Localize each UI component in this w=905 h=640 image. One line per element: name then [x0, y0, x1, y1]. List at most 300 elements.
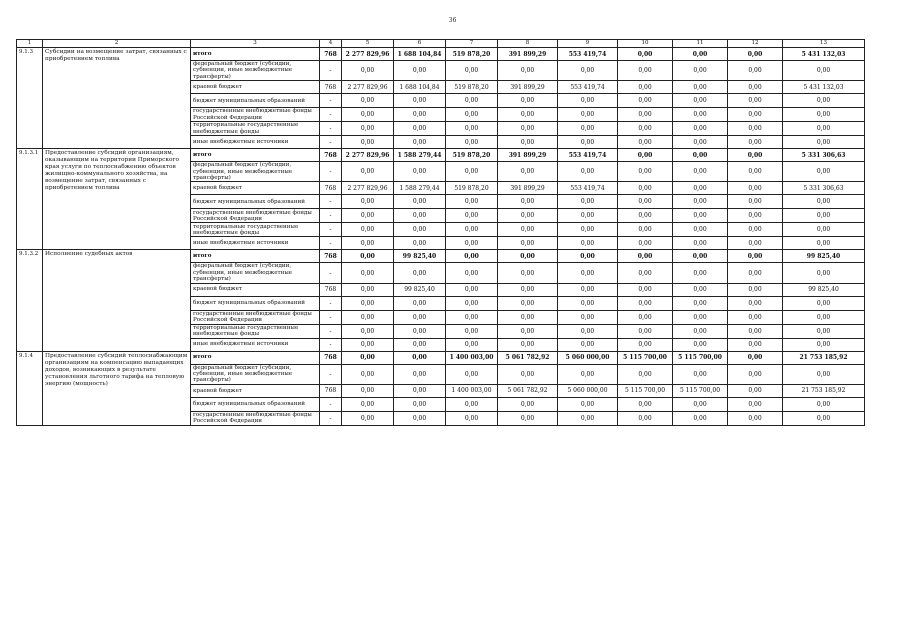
year-value: 0,00 [618, 411, 673, 425]
year-value: 0,00 [498, 209, 558, 223]
year-value: 0,00 [673, 48, 728, 61]
year-value: 0,00 [558, 209, 618, 223]
year-value: 0,00 [394, 195, 446, 209]
year-value: 0,00 [446, 263, 498, 283]
year-value: 0,00 [728, 411, 783, 425]
year-value: 0,00 [618, 48, 673, 61]
year-value: 519 878,20 [446, 149, 498, 162]
total-value: 21 753 185,92 [783, 384, 865, 397]
year-value: 519 878,20 [446, 48, 498, 61]
total-value: 0,00 [783, 195, 865, 209]
year-value: 519 878,20 [446, 81, 498, 94]
grbs-code: - [320, 411, 342, 425]
grbs-code: - [320, 108, 342, 122]
grbs-code: - [320, 310, 342, 324]
funding-source: территориальные государственные внебюджетные фонды [191, 122, 320, 136]
year-value: 0,00 [446, 324, 498, 338]
column-number: 11 [673, 40, 728, 48]
total-value: 0,00 [783, 310, 865, 324]
year-value: 0,00 [728, 162, 783, 182]
year-value: 0,00 [446, 338, 498, 351]
funding-source: федеральный бюджет (субсидии, субвенции, иные межбюджетные трансферты) [191, 263, 320, 283]
year-value: 0,00 [342, 283, 394, 296]
total-value: 0,00 [783, 162, 865, 182]
funding-source: бюджет муниципальных образований [191, 296, 320, 310]
funding-source: федеральный бюджет (субсидии, субвенции, иные межбюджетные трансферты) [191, 364, 320, 384]
year-value: 0,00 [558, 61, 618, 81]
table-row [17, 149, 865, 162]
year-value: 0,00 [673, 162, 728, 182]
year-value: 0,00 [673, 223, 728, 237]
year-value: 2 277 829,96 [342, 48, 394, 61]
grbs-code: 768 [320, 81, 342, 94]
year-value: 0,00 [618, 283, 673, 296]
year-value: 0,00 [728, 283, 783, 296]
year-value: 0,00 [446, 209, 498, 223]
section-name: Предоставление субсидий организациям, оказывающим на территории Приморского края услуги по теплоснабжению объектов жилищно-коммунального хозяйства, на возмещение затрат, связанных с приобретением топлива [43, 149, 191, 250]
year-value: 0,00 [673, 250, 728, 263]
year-value: 0,00 [728, 108, 783, 122]
funding-source: итого [191, 351, 320, 364]
year-value: 0,00 [342, 384, 394, 397]
year-value: 0,00 [498, 324, 558, 338]
year-value: 0,00 [394, 397, 446, 411]
year-value: 0,00 [558, 397, 618, 411]
year-value: 5 060 000,00 [558, 384, 618, 397]
funding-source: бюджет муниципальных образований [191, 195, 320, 209]
year-value: 0,00 [558, 324, 618, 338]
year-value: 0,00 [728, 397, 783, 411]
column-number: 7 [446, 40, 498, 48]
total-value: 0,00 [783, 263, 865, 283]
grbs-code: - [320, 338, 342, 351]
year-value: 0,00 [673, 108, 728, 122]
grbs-code: - [320, 209, 342, 223]
section-name: Исполнение судебных актов [43, 250, 191, 351]
year-value: 0,00 [728, 338, 783, 351]
year-value: 0,00 [728, 48, 783, 61]
grbs-code: 768 [320, 283, 342, 296]
year-value: 553 419,74 [558, 149, 618, 162]
grbs-code: - [320, 122, 342, 136]
year-value: 2 277 829,96 [342, 182, 394, 195]
funding-source: бюджет муниципальных образований [191, 397, 320, 411]
year-value: 0,00 [728, 136, 783, 149]
year-value: 0,00 [342, 223, 394, 237]
total-value: 0,00 [783, 397, 865, 411]
year-value: 0,00 [558, 136, 618, 149]
total-value: 0,00 [783, 237, 865, 250]
column-number: 1 [17, 40, 43, 48]
year-value: 0,00 [446, 237, 498, 250]
year-value: 0,00 [342, 108, 394, 122]
year-value: 0,00 [673, 122, 728, 136]
funding-source: государственные внебюджетные фонды Российской Федерации [191, 209, 320, 223]
grbs-code: - [320, 263, 342, 283]
year-value: 0,00 [342, 237, 394, 250]
year-value: 0,00 [728, 384, 783, 397]
total-value: 5 331 306,63 [783, 182, 865, 195]
total-value: 99 825,40 [783, 283, 865, 296]
grbs-code: 768 [320, 149, 342, 162]
funding-source: итого [191, 48, 320, 61]
year-value: 0,00 [498, 195, 558, 209]
year-value: 2 277 829,96 [342, 81, 394, 94]
page-number: 36 [448, 17, 457, 24]
total-value: 0,00 [783, 223, 865, 237]
year-value: 0,00 [394, 324, 446, 338]
column-number: 5 [342, 40, 394, 48]
year-value: 391 899,29 [498, 182, 558, 195]
total-value: 99 825,40 [783, 250, 865, 263]
year-value: 0,00 [728, 149, 783, 162]
year-value: 0,00 [394, 411, 446, 425]
year-value: 0,00 [446, 283, 498, 296]
total-value: 0,00 [783, 411, 865, 425]
year-value: 0,00 [728, 223, 783, 237]
funding-source: краевой бюджет [191, 283, 320, 296]
grbs-code: 768 [320, 250, 342, 263]
total-value: 5 331 306,63 [783, 149, 865, 162]
funding-source: территориальные государственные внебюджетные фонды [191, 324, 320, 338]
grbs-code: - [320, 364, 342, 384]
year-value: 5 060 000,00 [558, 351, 618, 364]
year-value: 0,00 [728, 94, 783, 108]
year-value: 0,00 [673, 94, 728, 108]
year-value: 0,00 [673, 182, 728, 195]
year-value: 0,00 [342, 122, 394, 136]
year-value: 1 688 104,84 [394, 81, 446, 94]
year-value: 0,00 [446, 61, 498, 81]
table-row [17, 48, 865, 61]
year-value: 0,00 [498, 162, 558, 182]
table-row [17, 250, 865, 263]
grbs-code: 768 [320, 384, 342, 397]
year-value: 5 115 700,00 [618, 384, 673, 397]
year-value: 0,00 [618, 149, 673, 162]
year-value: 0,00 [558, 223, 618, 237]
year-value: 0,00 [558, 296, 618, 310]
year-value: 0,00 [558, 122, 618, 136]
year-value: 0,00 [446, 310, 498, 324]
column-number-row [17, 40, 865, 48]
grbs-code: - [320, 237, 342, 250]
table-row [17, 351, 865, 364]
column-number: 13 [783, 40, 865, 48]
year-value: 0,00 [446, 94, 498, 108]
year-value: 0,00 [618, 296, 673, 310]
grbs-code: - [320, 397, 342, 411]
funding-source: государственные внебюджетные фонды Российской Федерации [191, 411, 320, 425]
grbs-code: - [320, 162, 342, 182]
grbs-code: - [320, 223, 342, 237]
year-value: 0,00 [498, 250, 558, 263]
year-value: 0,00 [342, 296, 394, 310]
year-value: 0,00 [618, 263, 673, 283]
total-value: 0,00 [783, 61, 865, 81]
year-value: 0,00 [498, 338, 558, 351]
section-name: Предоставление субсидий теплоснабжающим организациям на компенсацию выпадающих доходов, возникающих в результате установления льготного тарифа на тепловую энергию (мощность) [43, 351, 191, 425]
funding-source: краевой бюджет [191, 81, 320, 94]
year-value: 0,00 [498, 397, 558, 411]
year-value: 0,00 [618, 250, 673, 263]
column-number: 9 [558, 40, 618, 48]
year-value: 0,00 [342, 324, 394, 338]
year-value: 0,00 [394, 223, 446, 237]
grbs-code: - [320, 296, 342, 310]
year-value: 0,00 [673, 149, 728, 162]
year-value: 0,00 [618, 364, 673, 384]
year-value: 0,00 [618, 108, 673, 122]
year-value: 0,00 [394, 209, 446, 223]
year-value: 0,00 [618, 310, 673, 324]
year-value: 0,00 [394, 237, 446, 250]
total-value: 0,00 [783, 209, 865, 223]
year-value: 0,00 [498, 108, 558, 122]
budget-table [16, 39, 865, 426]
year-value: 0,00 [342, 397, 394, 411]
year-value: 0,00 [342, 162, 394, 182]
year-value: 391 899,29 [498, 48, 558, 61]
year-value: 0,00 [558, 237, 618, 250]
year-value: 0,00 [342, 61, 394, 81]
year-value: 0,00 [618, 237, 673, 250]
year-value: 0,00 [498, 310, 558, 324]
year-value: 0,00 [498, 61, 558, 81]
year-value: 1 400 003,00 [446, 351, 498, 364]
year-value: 0,00 [558, 108, 618, 122]
year-value: 5 115 700,00 [673, 384, 728, 397]
year-value: 0,00 [618, 122, 673, 136]
year-value: 0,00 [618, 61, 673, 81]
year-value: 0,00 [673, 263, 728, 283]
total-value: 0,00 [783, 364, 865, 384]
total-value: 0,00 [783, 324, 865, 338]
year-value: 0,00 [673, 136, 728, 149]
year-value: 0,00 [728, 237, 783, 250]
year-value: 0,00 [558, 310, 618, 324]
year-value: 0,00 [498, 411, 558, 425]
total-value: 0,00 [783, 94, 865, 108]
grbs-code: - [320, 94, 342, 108]
year-value: 0,00 [673, 283, 728, 296]
grbs-code: - [320, 324, 342, 338]
year-value: 0,00 [394, 136, 446, 149]
column-number: 10 [618, 40, 673, 48]
year-value: 0,00 [728, 182, 783, 195]
funding-source: краевой бюджет [191, 384, 320, 397]
year-value: 0,00 [728, 81, 783, 94]
year-value: 0,00 [618, 209, 673, 223]
funding-source: иные внебюджетные источники [191, 338, 320, 351]
year-value: 0,00 [498, 237, 558, 250]
column-number: 8 [498, 40, 558, 48]
year-value: 0,00 [728, 310, 783, 324]
year-value: 0,00 [394, 338, 446, 351]
year-value: 0,00 [342, 195, 394, 209]
year-value: 0,00 [446, 296, 498, 310]
total-value: 0,00 [783, 296, 865, 310]
total-value: 0,00 [783, 122, 865, 136]
year-value: 0,00 [618, 136, 673, 149]
year-value: 0,00 [394, 296, 446, 310]
funding-source: территориальные государственные внебюджетные фонды [191, 223, 320, 237]
year-value: 0,00 [728, 351, 783, 364]
year-value: 0,00 [498, 122, 558, 136]
year-value: 0,00 [618, 94, 673, 108]
year-value: 0,00 [394, 108, 446, 122]
year-value: 519 878,20 [446, 182, 498, 195]
year-value: 1 588 279,44 [394, 182, 446, 195]
year-value: 0,00 [618, 81, 673, 94]
year-value: 0,00 [342, 209, 394, 223]
column-number: 2 [43, 40, 191, 48]
year-value: 0,00 [446, 397, 498, 411]
section-code: 9.1.4 [17, 351, 43, 425]
year-value: 0,00 [558, 94, 618, 108]
year-value: 0,00 [728, 209, 783, 223]
year-value: 0,00 [498, 94, 558, 108]
year-value: 0,00 [673, 296, 728, 310]
year-value: 2 277 829,96 [342, 149, 394, 162]
year-value: 0,00 [342, 338, 394, 351]
year-value: 0,00 [558, 263, 618, 283]
funding-source: итого [191, 250, 320, 263]
year-value: 0,00 [342, 310, 394, 324]
year-value: 0,00 [728, 364, 783, 384]
year-value: 0,00 [558, 283, 618, 296]
year-value: 0,00 [728, 122, 783, 136]
year-value: 0,00 [342, 136, 394, 149]
year-value: 553 419,74 [558, 182, 618, 195]
year-value: 5 061 782,92 [498, 351, 558, 364]
column-number: 12 [728, 40, 783, 48]
year-value: 0,00 [673, 324, 728, 338]
year-value: 0,00 [446, 195, 498, 209]
year-value: 0,00 [498, 136, 558, 149]
year-value: 0,00 [673, 411, 728, 425]
year-value: 0,00 [394, 310, 446, 324]
year-value: 0,00 [342, 351, 394, 364]
year-value: 0,00 [728, 324, 783, 338]
section-name: Субсидии на возмещение затрат, связанных с приобретением топлива [43, 48, 191, 149]
year-value: 0,00 [558, 338, 618, 351]
year-value: 0,00 [342, 263, 394, 283]
grbs-code: 768 [320, 48, 342, 61]
year-value: 0,00 [618, 324, 673, 338]
year-value: 0,00 [558, 411, 618, 425]
year-value: 0,00 [618, 397, 673, 411]
funding-source: иные внебюджетные источники [191, 237, 320, 250]
year-value: 0,00 [394, 263, 446, 283]
year-value: 0,00 [446, 250, 498, 263]
year-value: 0,00 [618, 338, 673, 351]
year-value: 0,00 [498, 263, 558, 283]
year-value: 0,00 [673, 209, 728, 223]
year-value: 0,00 [673, 195, 728, 209]
year-value: 0,00 [394, 364, 446, 384]
total-value: 21 753 185,92 [783, 351, 865, 364]
year-value: 0,00 [618, 162, 673, 182]
year-value: 5 061 782,92 [498, 384, 558, 397]
year-value: 0,00 [673, 397, 728, 411]
year-value: 0,00 [342, 94, 394, 108]
funding-source: краевой бюджет [191, 182, 320, 195]
year-value: 0,00 [618, 195, 673, 209]
year-value: 0,00 [673, 364, 728, 384]
year-value: 0,00 [498, 283, 558, 296]
column-number: 4 [320, 40, 342, 48]
year-value: 1 400 003,00 [446, 384, 498, 397]
year-value: 0,00 [558, 250, 618, 263]
year-value: 0,00 [446, 136, 498, 149]
year-value: 0,00 [618, 223, 673, 237]
year-value: 0,00 [498, 296, 558, 310]
year-value: 553 419,74 [558, 48, 618, 61]
year-value: 1 688 104,84 [394, 48, 446, 61]
year-value: 0,00 [558, 364, 618, 384]
section-code: 9.1.3 [17, 48, 43, 149]
column-number: 6 [394, 40, 446, 48]
year-value: 0,00 [673, 237, 728, 250]
year-value: 0,00 [446, 411, 498, 425]
funding-source: итого [191, 149, 320, 162]
funding-source: бюджет муниципальных образований [191, 94, 320, 108]
year-value: 1 588 279,44 [394, 149, 446, 162]
year-value: 0,00 [673, 81, 728, 94]
funding-source: федеральный бюджет (субсидии, субвенции, иные межбюджетные трансферты) [191, 61, 320, 81]
year-value: 0,00 [342, 250, 394, 263]
year-value: 5 115 700,00 [618, 351, 673, 364]
year-value: 0,00 [394, 384, 446, 397]
year-value: 0,00 [673, 338, 728, 351]
year-value: 0,00 [558, 195, 618, 209]
funding-source: иные внебюджетные источники [191, 136, 320, 149]
funding-source: государственные внебюджетные фонды Российской Федерации [191, 108, 320, 122]
year-value: 0,00 [446, 108, 498, 122]
year-value: 391 899,29 [498, 81, 558, 94]
year-value: 5 115 700,00 [673, 351, 728, 364]
year-value: 0,00 [446, 162, 498, 182]
year-value: 0,00 [498, 364, 558, 384]
year-value: 0,00 [394, 351, 446, 364]
year-value: 0,00 [394, 122, 446, 136]
grbs-code: 768 [320, 182, 342, 195]
year-value: 0,00 [394, 162, 446, 182]
year-value: 0,00 [394, 61, 446, 81]
year-value: 0,00 [728, 250, 783, 263]
total-value: 5 431 132,03 [783, 48, 865, 61]
year-value: 0,00 [728, 263, 783, 283]
column-number: 3 [191, 40, 320, 48]
total-value: 0,00 [783, 136, 865, 149]
year-value: 99 825,40 [394, 283, 446, 296]
year-value: 0,00 [728, 296, 783, 310]
year-value: 0,00 [728, 195, 783, 209]
year-value: 0,00 [673, 310, 728, 324]
grbs-code: 768 [320, 351, 342, 364]
year-value: 0,00 [498, 223, 558, 237]
grbs-code: - [320, 136, 342, 149]
total-value: 0,00 [783, 338, 865, 351]
year-value: 0,00 [394, 94, 446, 108]
section-code: 9.1.3.1 [17, 149, 43, 250]
year-value: 391 899,29 [498, 149, 558, 162]
year-value: 0,00 [618, 182, 673, 195]
year-value: 0,00 [558, 162, 618, 182]
year-value: 0,00 [342, 364, 394, 384]
year-value: 0,00 [446, 122, 498, 136]
